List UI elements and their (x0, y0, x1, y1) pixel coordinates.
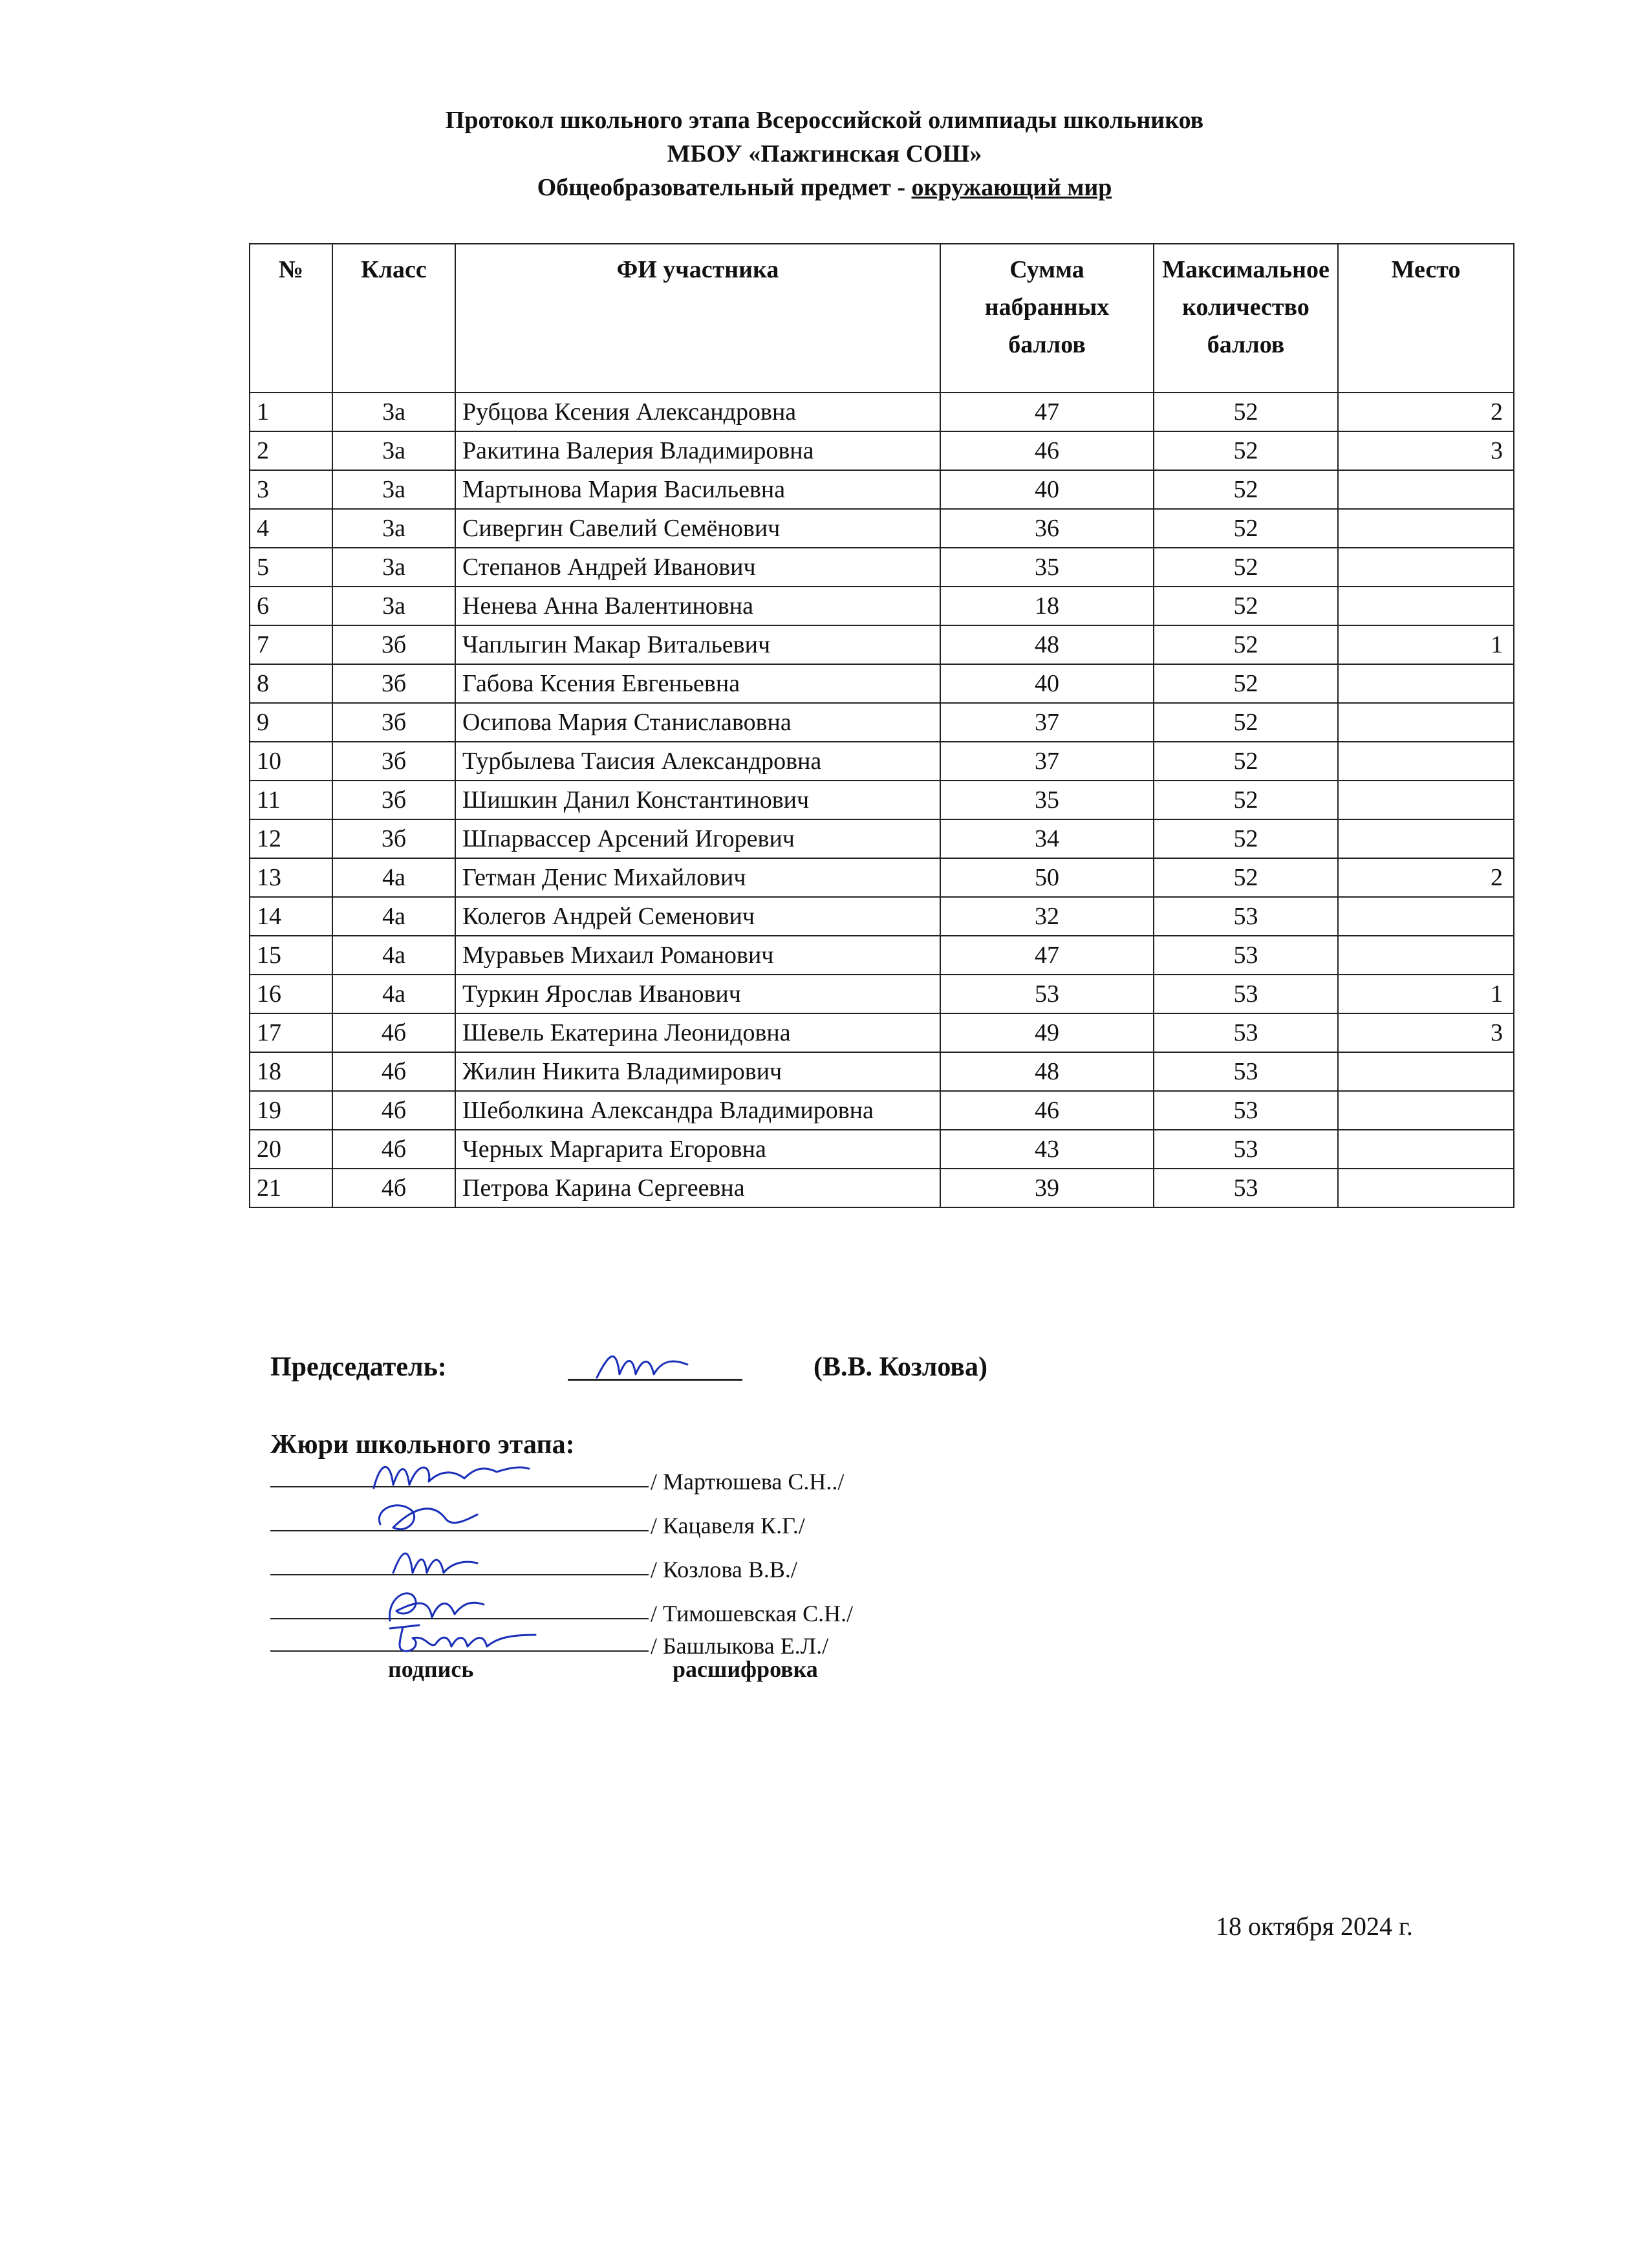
column-header-max: Максимальное количество баллов (1154, 244, 1338, 393)
cell-name: Туркин Ярослав Иванович (455, 975, 940, 1013)
cell-name: Турбылева Таисия Александровна (455, 742, 940, 781)
table-row (250, 1013, 1514, 1052)
cell-num: 16 (250, 975, 332, 1013)
cell-name: Шевель Екатерина Леонидовна (455, 1013, 940, 1052)
cell-name: Ненева Анна Валентиновна (455, 587, 940, 625)
cell-max: 52 (1154, 431, 1338, 470)
cell-class: 4а (332, 975, 455, 1013)
cell-place: 3 (1338, 431, 1514, 470)
table-row (250, 781, 1514, 819)
table-row (250, 1091, 1514, 1130)
cell-place: 2 (1338, 858, 1514, 897)
table-row (250, 936, 1514, 975)
cell-place (1338, 1091, 1514, 1130)
cell-name: Гетман Денис Михайлович (455, 858, 940, 897)
cell-place: 3 (1338, 1013, 1514, 1052)
cell-num: 2 (250, 431, 332, 470)
cell-class: 4а (332, 858, 455, 897)
chair-label: Председатель: (270, 1352, 447, 1382)
cell-place (1338, 781, 1514, 819)
cell-num: 5 (250, 548, 332, 587)
cell-max: 52 (1154, 509, 1338, 548)
cell-name: Чаплыгин Макар Витальевич (455, 625, 940, 664)
cell-num: 11 (250, 781, 332, 819)
cell-score: 34 (940, 819, 1154, 858)
cell-score: 43 (940, 1130, 1154, 1169)
cell-score: 37 (940, 703, 1154, 742)
cell-score: 37 (940, 742, 1154, 781)
cell-max: 52 (1154, 781, 1338, 819)
jury-member-3: / Козлова В.В./ (651, 1557, 797, 1582)
table-row (250, 975, 1514, 1013)
cell-place (1338, 936, 1514, 975)
cell-score: 49 (940, 1013, 1154, 1052)
table-row (250, 1052, 1514, 1091)
cell-name: Рубцова Ксения Александровна (455, 393, 940, 431)
cell-score: 46 (940, 1091, 1154, 1130)
cell-max: 53 (1154, 1169, 1338, 1207)
cell-place (1338, 587, 1514, 625)
column-header-name: ФИ участника (455, 244, 940, 393)
cell-place (1338, 470, 1514, 509)
cell-name: Степанов Андрей Иванович (455, 548, 940, 587)
cell-place: 1 (1338, 625, 1514, 664)
jury-row-2 (270, 1499, 917, 1538)
cell-place (1338, 897, 1514, 936)
cell-max: 53 (1154, 1013, 1338, 1052)
cell-max: 52 (1154, 625, 1338, 664)
jury-title: Жюри школьного этапа: (270, 1430, 575, 1460)
table-row (250, 470, 1514, 509)
cell-place (1338, 1169, 1514, 1207)
cell-max: 53 (1154, 897, 1338, 936)
cell-class: 3б (332, 819, 455, 858)
jury-row-1 (270, 1455, 917, 1494)
cell-class: 3б (332, 742, 455, 781)
cell-max: 52 (1154, 819, 1338, 858)
cell-name: Черных Маргарита Егоровна (455, 1130, 940, 1169)
header-school: МБОУ «Пажгинская СОШ» (667, 140, 982, 167)
cell-place (1338, 664, 1514, 703)
cell-class: 3а (332, 470, 455, 509)
cell-class: 3б (332, 664, 455, 703)
cell-score: 36 (940, 509, 1154, 548)
cell-num: 17 (250, 1013, 332, 1052)
table-row (250, 819, 1514, 858)
column-header-num: № (250, 244, 332, 393)
cell-max: 52 (1154, 548, 1338, 587)
table-row (250, 703, 1514, 742)
cell-score: 53 (940, 975, 1154, 1013)
table-row (250, 431, 1514, 470)
cell-max: 53 (1154, 975, 1338, 1013)
jury-caption-signature: подпись (388, 1656, 474, 1682)
cell-name: Шишкин Данил Константинович (455, 781, 940, 819)
cell-class: 4б (332, 1169, 455, 1207)
cell-score: 47 (940, 936, 1154, 975)
table-row (250, 587, 1514, 625)
cell-score: 35 (940, 781, 1154, 819)
cell-name: Мартынова Мария Васильевна (455, 470, 940, 509)
cell-score: 47 (940, 393, 1154, 431)
table-row (250, 509, 1514, 548)
cell-class: 3а (332, 431, 455, 470)
cell-score: 40 (940, 664, 1154, 703)
cell-num: 10 (250, 742, 332, 781)
cell-score: 35 (940, 548, 1154, 587)
cell-class: 4а (332, 897, 455, 936)
cell-class: 4а (332, 936, 455, 975)
chair-name: (В.В. Козлова) (814, 1352, 987, 1382)
cell-place (1338, 1052, 1514, 1091)
cell-class: 3а (332, 587, 455, 625)
cell-name: Муравьев Михаил Романович (455, 936, 940, 975)
jury-member-2: / Кацавеля К.Г./ (651, 1513, 805, 1539)
cell-num: 15 (250, 936, 332, 975)
cell-max: 53 (1154, 1052, 1338, 1091)
cell-place (1338, 548, 1514, 587)
cell-num: 20 (250, 1130, 332, 1169)
chair-signature-image (590, 1345, 720, 1390)
document-header (0, 103, 1649, 204)
cell-num: 9 (250, 703, 332, 742)
cell-name: Осипова Мария Станиславовна (455, 703, 940, 742)
cell-class: 4б (332, 1091, 455, 1130)
cell-class: 4б (332, 1052, 455, 1091)
cell-max: 52 (1154, 587, 1338, 625)
cell-num: 12 (250, 819, 332, 858)
cell-class: 4б (332, 1013, 455, 1052)
cell-class: 3а (332, 509, 455, 548)
cell-max: 52 (1154, 664, 1338, 703)
cell-num: 8 (250, 664, 332, 703)
cell-place (1338, 1130, 1514, 1169)
jury-signature-3 (387, 1540, 490, 1586)
cell-num: 21 (250, 1169, 332, 1207)
table-row (250, 1130, 1514, 1169)
column-header-class: Класс (332, 244, 455, 393)
column-header-place: Место (1338, 244, 1514, 393)
cell-score: 39 (940, 1169, 1154, 1207)
cell-num: 6 (250, 587, 332, 625)
cell-score: 46 (940, 431, 1154, 470)
cell-name: Жилин Никита Владимирович (455, 1052, 940, 1091)
cell-num: 4 (250, 509, 332, 548)
table-header-row (250, 244, 1514, 393)
cell-num: 13 (250, 858, 332, 897)
cell-class: 3б (332, 781, 455, 819)
table-row (250, 1169, 1514, 1207)
cell-class: 3б (332, 703, 455, 742)
cell-place: 1 (1338, 975, 1514, 1013)
cell-score: 18 (940, 587, 1154, 625)
cell-max: 53 (1154, 1091, 1338, 1130)
jury-signature-2 (367, 1495, 497, 1540)
jury-caption-decode: расшифровка (673, 1656, 818, 1682)
cell-place (1338, 742, 1514, 781)
cell-num: 7 (250, 625, 332, 664)
table-row (250, 625, 1514, 664)
jury-row-3 (270, 1543, 917, 1582)
cell-name: Петрова Карина Сергеевна (455, 1169, 940, 1207)
cell-name: Сивергин Савелий Семёнович (455, 509, 940, 548)
results-table (249, 243, 1514, 1208)
jury-member-5: / Башлыкова Е.Л./ (651, 1633, 829, 1659)
cell-name: Ракитина Валерия Владимировна (455, 431, 940, 470)
cell-place (1338, 819, 1514, 858)
header-title: Протокол школьного этапа Всероссийской олимпиады школьников (445, 107, 1204, 134)
cell-max: 52 (1154, 742, 1338, 781)
cell-class: 3а (332, 548, 455, 587)
cell-name: Шеболкина Александра Владимировна (455, 1091, 940, 1130)
cell-num: 3 (250, 470, 332, 509)
cell-name: Габова Ксения Евгеньевна (455, 664, 940, 703)
cell-num: 1 (250, 393, 332, 431)
cell-class: 4б (332, 1130, 455, 1169)
header-subject-line (0, 171, 1649, 204)
cell-place (1338, 703, 1514, 742)
column-header-score: Сумма набранных баллов (940, 244, 1154, 393)
jury-signature-1 (367, 1453, 535, 1498)
cell-max: 52 (1154, 703, 1338, 742)
chair-block (270, 1352, 987, 1383)
cell-name: Шпарвассер Арсений Игоревич (455, 819, 940, 858)
cell-score: 32 (940, 897, 1154, 936)
table-row (250, 742, 1514, 781)
cell-place (1338, 509, 1514, 548)
cell-name: Колегов Андрей Семенович (455, 897, 940, 936)
cell-score: 48 (940, 625, 1154, 664)
jury-member-4: / Тимошевская С.Н./ (651, 1601, 854, 1626)
table-row (250, 548, 1514, 587)
cell-num: 18 (250, 1052, 332, 1091)
document-date: 18 октября 2024 г. (1216, 1912, 1413, 1941)
cell-max: 53 (1154, 936, 1338, 975)
cell-score: 50 (940, 858, 1154, 897)
jury-member-1: / Мартюшева С.Н../ (651, 1469, 845, 1495)
table-body (250, 393, 1514, 1207)
jury-row-5 (270, 1619, 917, 1658)
cell-max: 52 (1154, 393, 1338, 431)
cell-num: 14 (250, 897, 332, 936)
cell-class: 3а (332, 393, 455, 431)
cell-num: 19 (250, 1091, 332, 1130)
cell-score: 40 (940, 470, 1154, 509)
table-row (250, 393, 1514, 431)
table-row (250, 858, 1514, 897)
cell-max: 52 (1154, 470, 1338, 509)
table-row (250, 897, 1514, 936)
cell-max: 53 (1154, 1130, 1338, 1169)
cell-place: 2 (1338, 393, 1514, 431)
table-row (250, 664, 1514, 703)
cell-max: 52 (1154, 858, 1338, 897)
header-subject-name: окружающий мир (911, 174, 1112, 201)
header-subject-prefix: Общеобразовательный предмет - (537, 174, 912, 201)
cell-score: 48 (940, 1052, 1154, 1091)
cell-class: 3б (332, 625, 455, 664)
